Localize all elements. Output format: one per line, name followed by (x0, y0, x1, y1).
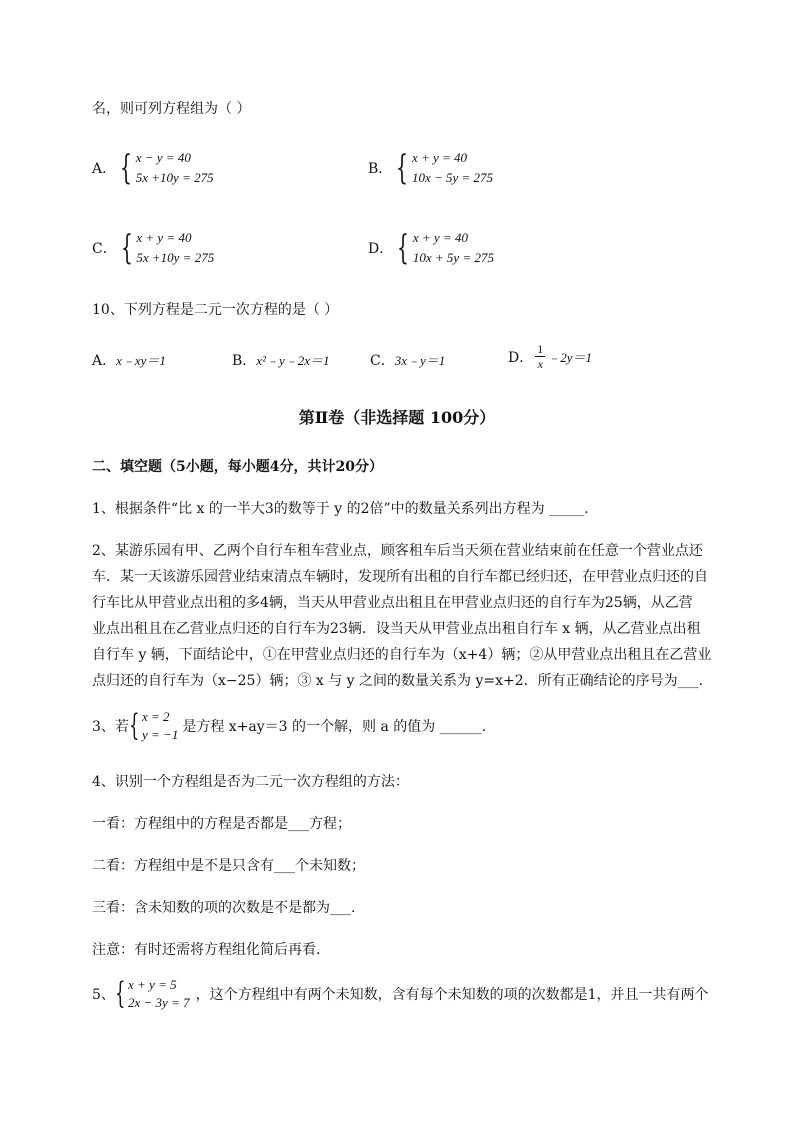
q9-option-a (92, 148, 214, 188)
fill-question-4-line: 4、识别一个方程组是否为二元一次方程组的方法： (92, 774, 409, 790)
brace-icon: { (120, 228, 133, 268)
fill-question-3 (92, 708, 486, 744)
part2-title: 第Ⅱ卷（非选择题 100分） (298, 408, 496, 427)
fill-question-2-line: 点归还的自行车为（x−25）辆；③ x 与 y 之间的数量关系为 y=x+2．所有正确结论的序号为___. (92, 673, 704, 689)
equation: x + y = 40 (136, 230, 192, 245)
fill-question-1: 1、根据条件“比 x 的一半大3的数等于 y 的2倍”中的数量关系列出方程为 _____. (92, 501, 589, 517)
fill-question-4-line: 三看：含未知数的项的次数是不是都为___. (92, 900, 356, 916)
fill-question-2-line: 车．某一天该游乐园营业结束清点车辆时，发现所有出租的自行车都已经归还，在甲营业点归还的自 (92, 569, 708, 585)
q10-option-c (370, 350, 445, 370)
fraction (535, 342, 545, 371)
option-label: A． (92, 353, 117, 369)
question-suffix: ，这个方程组中有两个未知数，含有每个未知数的项的次数都是1，并且一共有两个 (195, 987, 709, 1003)
q10-option-d (508, 342, 592, 371)
q9-option-d (368, 228, 494, 268)
brace-icon: { (128, 708, 140, 743)
brace-icon: { (396, 148, 409, 188)
option-text: ﹣2y＝1 (547, 350, 593, 365)
equation: x = 2 (142, 709, 170, 724)
fill-question-5 (92, 976, 709, 1012)
equation: 10x + 5y = 275 (412, 250, 494, 265)
q10-stem: 10、下列方程是二元一次方程的是（ ） (92, 302, 339, 318)
equation: 2x − 3y = 7 (128, 995, 190, 1010)
fill-section-heading: 二、填空题（5小题，每小题4分，共计20分） (92, 459, 383, 475)
fraction-denominator: x (537, 357, 543, 371)
fill-question-2-line: 行车比从甲营业点出租的多4辆，当天从甲营业点出租且在甲营业点归还的自行车为25辆，从乙营 (92, 595, 693, 611)
brace-icon: { (120, 148, 133, 188)
question-prefix: 3、若 (92, 719, 129, 735)
option-label: C． (92, 241, 117, 257)
option-label: A． (92, 161, 117, 177)
question-prefix: 5、 (92, 987, 115, 1003)
fill-question-4-line: 二看：方程组中是不是只含有___个未知数； (92, 858, 365, 874)
fill-question-4-line: 一看：方程组中的方程是否都是___方程； (92, 816, 351, 832)
equation: y = −1 (142, 727, 179, 742)
fraction-numerator: 1 (537, 342, 544, 356)
fill-question-4-line: 注意：有时还需将方程组化简后再看． (92, 942, 330, 958)
equation: 10x − 5y = 275 (411, 170, 494, 185)
q9-option-c (92, 228, 214, 268)
q10-option-a (92, 350, 166, 370)
brace-icon: { (114, 976, 126, 1011)
fill-question-2-line: 自行车 y 辆，下面结论中，①在甲营业点归还的自行车为（x+4）辆；②从甲营业点出租且在乙营业 (92, 647, 712, 663)
option-label: B． (232, 353, 257, 369)
q10-option-b (232, 350, 330, 370)
equation: x + y = 40 (411, 150, 468, 165)
equation: x + y = 5 (128, 977, 177, 992)
fill-question-2-line: 业点出租且在乙营业点归还的自行车为23辆．设当天从甲营业点出租自行车 x 辆，从乙营业点出租 (92, 621, 701, 637)
q9-tail-text: 名，则可列方程组为（ ） (92, 101, 251, 117)
question-suffix: 是方程 x+ay＝3 的一个解，则 a 的值为 ______. (182, 719, 487, 735)
option-label: D． (508, 349, 534, 366)
option-label: B． (368, 161, 393, 177)
equation: 5x +10y = 275 (136, 250, 215, 265)
equation: 5x +10y = 275 (135, 170, 214, 185)
fill-question-2-line: 2、某游乐园有甲、乙两个自行车租车营业点，顾客租车后当天须在营业结束前在任意一个营业点还 (92, 543, 703, 559)
q9-option-b (368, 148, 493, 188)
option-text: x²﹣y﹣2x＝1 (256, 353, 330, 368)
option-label: D． (368, 241, 394, 257)
brace-icon: { (397, 228, 410, 268)
option-text: x﹣xy＝1 (116, 353, 166, 368)
equation: x + y = 40 (412, 230, 468, 245)
option-label: C． (370, 353, 395, 369)
equation: x − y = 40 (135, 150, 191, 165)
option-text: 3x﹣y＝1 (394, 353, 446, 368)
